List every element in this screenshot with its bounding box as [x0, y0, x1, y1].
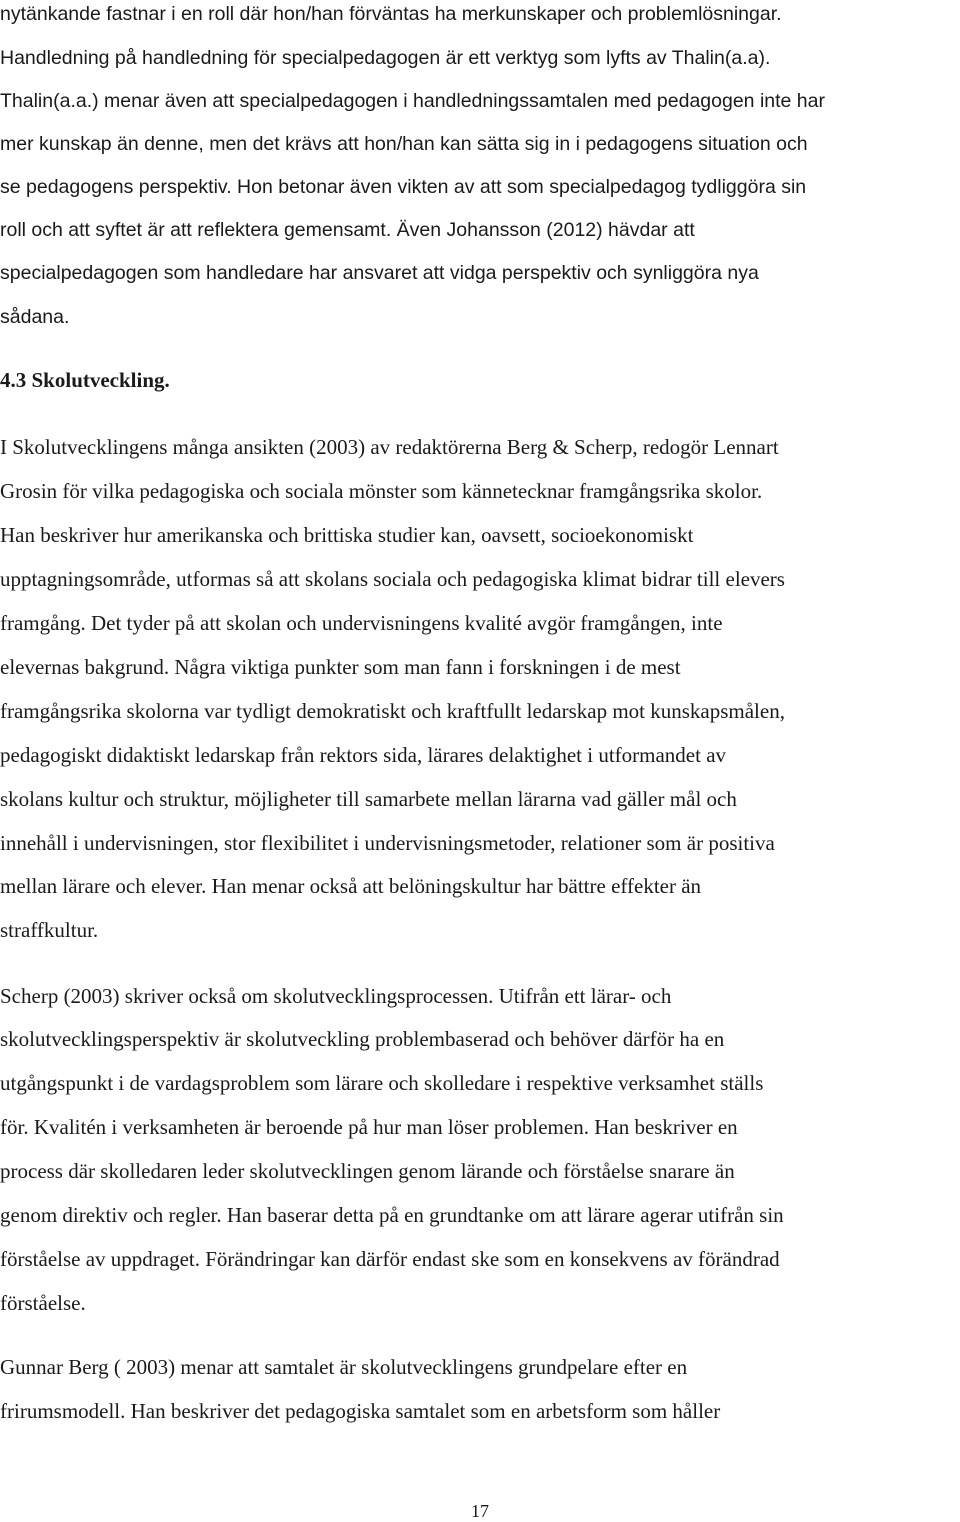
text-line: genom direktiv och regler. Han baserar detta på en grundtanke om att lärare agerar utifrån sin — [0, 1203, 784, 1227]
text-line: för. Kvalitén i verksamheten är beroende på hur man löser problemen. Han beskriver en — [0, 1115, 738, 1139]
text-line: Handledning på handledning för specialpedagogen är ett verktyg som lyfts av Thalin(a.a). — [0, 47, 771, 69]
text-line: elevernas bakgrund. Några viktiga punkter som man fann i forskningen i de mest — [0, 655, 681, 679]
text-line: skolutvecklingsperspektiv är skolutveckling problembaserad och behöver därför ha en — [0, 1027, 725, 1051]
text-line: Scherp (2003) skriver också om skolutvecklingsprocessen. Utifrån ett lärar- och — [0, 984, 672, 1008]
text-line: straffkultur. — [0, 918, 99, 942]
text-line: Grosin för vilka pedagogiska och sociala mönster som kännetecknar framgångsrika skolor. — [0, 479, 763, 503]
text-line: mellan lärare och elever. Han menar också att belöningskultur har bättre effekter än — [0, 874, 702, 898]
text-line: upptagningsområde, utformas så att skolans sociala och pedagogiska klimat bidrar till elevers — [0, 567, 785, 591]
section-heading: 4.3 Skolutveckling. — [0, 368, 170, 392]
page-number: 17 — [471, 1501, 489, 1521]
text-line: sådana. — [0, 306, 70, 328]
text-line: skolans kultur och struktur, möjligheter till samarbete mellan lärarna vad gäller mål och — [0, 787, 737, 811]
text-line: process där skolledaren leder skolutvecklingen genom lärande och förståelse snarare än — [0, 1159, 735, 1183]
text-line: Thalin(a.a.) menar även att specialpedagogen i handledningssamtalen med pedagogen inte har — [0, 90, 825, 112]
text-line: specialpedagogen som handledare har ansvaret att vidga perspektiv och synliggöra nya — [0, 262, 759, 284]
text-line: förståelse av uppdraget. Förändringar kan därför endast ske som en konsekvens av förändrad — [0, 1247, 780, 1271]
text-line: utgångspunkt i de vardagsproblem som lärare och skolledare i respektive verksamhet ställs — [0, 1071, 764, 1095]
text-line: nytänkande fastnar i en roll där hon/han förväntas ha merkunskaper och problemlösningar. — [0, 3, 782, 25]
text-line: innehåll i undervisningen, stor flexibilitet i undervisningsmetoder, relationer som är positiva — [0, 831, 775, 855]
text-line: framgång. Det tyder på att skolan och undervisningens kvalité avgör framgången, inte — [0, 611, 723, 635]
text-line: frirumsmodell. Han beskriver det pedagogiska samtalet som en arbetsform som håller — [0, 1399, 721, 1423]
text-line: Han beskriver hur amerikanska och brittiska studier kan, oavsett, socioekonomiskt — [0, 523, 694, 547]
text-line: I Skolutvecklingens många ansikten (2003) av redaktörerna Berg & Scherp, redogör Lennart — [0, 435, 779, 459]
text-line: se pedagogens perspektiv. Hon betonar även vikten av att som specialpedagog tydliggöra sin — [0, 176, 807, 198]
text-line: pedagogiskt didaktiskt ledarskap från rektors sida, lärares delaktighet i utformandet av — [0, 743, 727, 767]
text-line: roll och att syftet är att reflektera gemensamt. Även Johansson (2012) hävdar att — [0, 219, 695, 241]
text-line: förståelse. — [0, 1291, 86, 1315]
text-line: framgångsrika skolorna var tydligt demokratiskt och kraftfullt ledarskap mot kunskapsmålen, — [0, 699, 785, 723]
text-line: Gunnar Berg ( 2003) menar att samtalet är skolutvecklingens grundpelare efter en — [0, 1355, 688, 1379]
text-line: mer kunskap än denne, men det krävs att hon/han kan sätta sig in i pedagogens situation och — [0, 133, 808, 155]
